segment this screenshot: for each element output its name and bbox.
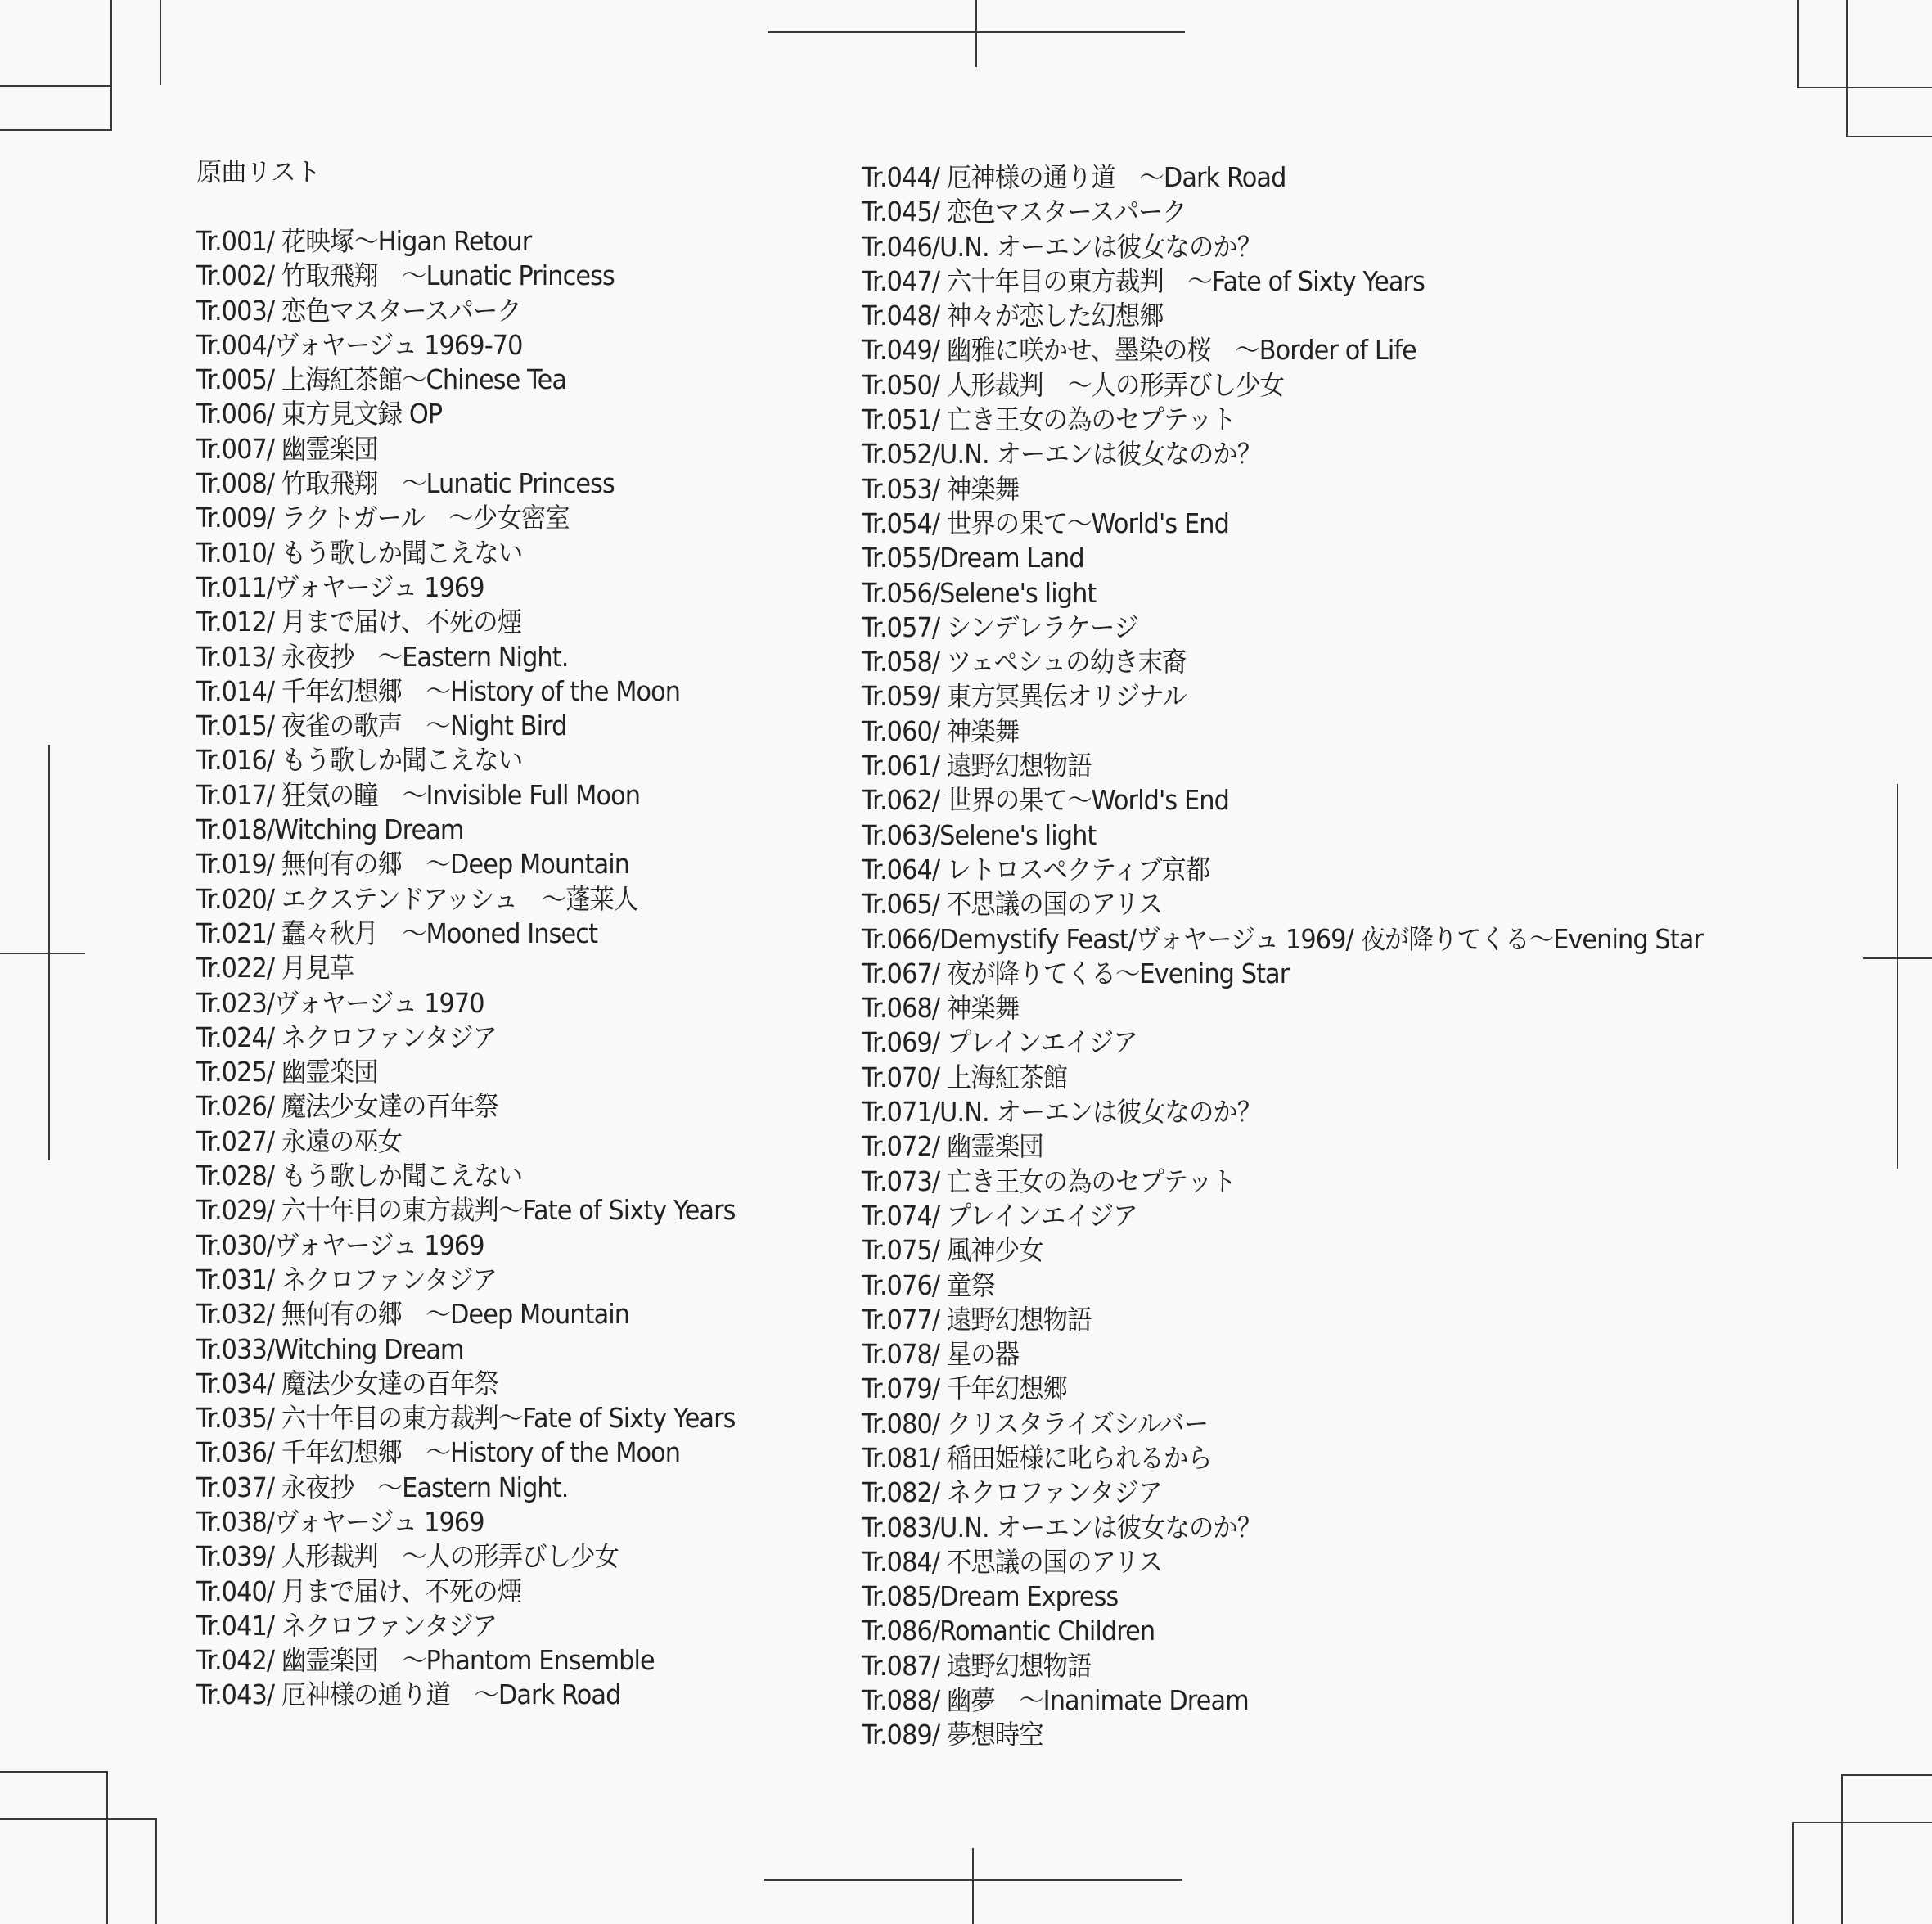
crop-mark-bottom-right-1h <box>1841 1774 1932 1776</box>
track-list-item: Tr.034/ 魔法少女達の百年祭 <box>196 1367 498 1399</box>
track-list-item: Tr.079/ 千年幻想郷 <box>862 1372 1068 1405</box>
track-list-item: Tr.084/ 不思議の国のアリス <box>862 1545 1163 1578</box>
track-list-item: Tr.060/ 神楽舞 <box>862 714 1020 747</box>
crop-mark-top-left-1h <box>0 85 111 87</box>
track-list-item: Tr.082/ ネクロファンタジア <box>862 1476 1163 1509</box>
track-list-item: Tr.002/ 竹取飛翔 ～Lunatic Princess <box>196 259 615 292</box>
track-list-item: Tr.028/ もう歌しか聞こえない <box>196 1160 523 1192</box>
track-list-item: Tr.005/ 上海紅茶館～Chinese Tea <box>196 363 567 396</box>
track-list-item: Tr.032/ 無何有の郷 ～Deep Mountain <box>196 1298 630 1331</box>
track-list-item: Tr.077/ 遠野幻想物語 <box>862 1303 1092 1336</box>
list-heading: 原曲リスト <box>196 158 321 187</box>
track-list-item: Tr.020/ エクステンドアッシュ ～蓬莱人 <box>196 882 638 915</box>
track-list-item: Tr.001/ 花映塚～Higan Retour <box>196 225 532 257</box>
crop-mark-right-middle-v <box>1897 784 1898 1169</box>
crop-mark-top-left-1v <box>110 0 112 131</box>
track-list-item: Tr.056/Selene's light <box>862 576 1097 609</box>
track-list-item: Tr.019/ 無何有の郷 ～Deep Mountain <box>196 848 630 881</box>
track-list-item: Tr.022/ 月見草 <box>196 952 354 985</box>
track-list-item: Tr.088/ 幽夢 ～Inanimate Dream <box>862 1684 1249 1717</box>
track-list-item: Tr.033/Witching Dream <box>196 1332 464 1365</box>
track-list-item: Tr.048/ 神々が恋した幻想郷 <box>862 300 1164 332</box>
track-list-item: Tr.015/ 夜雀の歌声 ～Night Bird <box>196 710 567 742</box>
track-list-item: Tr.027/ 永遠の巫女 <box>196 1124 403 1157</box>
track-list-item: Tr.018/Witching Dream <box>196 813 464 846</box>
crop-mark-bottom-left-1h <box>0 1771 108 1773</box>
track-list-item: Tr.009/ ラクトガール ～少女密室 <box>196 502 570 534</box>
track-list-item: Tr.047/ 六十年目の東方裁判 ～Fate of Sixty Years <box>862 264 1425 297</box>
track-list-item: Tr.014/ 千年幻想郷 ～History of the Moon <box>196 674 681 707</box>
track-list-item: Tr.054/ 世界の果て～World's End <box>862 507 1229 539</box>
track-list-item: Tr.006/ 東方見文録 OP <box>196 398 443 430</box>
crop-mark-bottom-left-2v <box>155 1818 157 1924</box>
track-list-item: Tr.086/Romantic Children <box>862 1615 1155 1647</box>
track-list-item: Tr.030/ヴォヤージュ 1969 <box>196 1228 484 1261</box>
track-list-item: Tr.039/ 人形裁判 ～人の形弄びし少女 <box>196 1540 619 1573</box>
track-list-left <box>196 224 782 1713</box>
track-list-item: Tr.023/ヴォヤージュ 1970 <box>196 986 484 1019</box>
track-list-item: Tr.059/ 東方冥異伝オリジナル <box>862 680 1187 713</box>
track-list-item: Tr.007/ 幽霊楽団 <box>196 432 378 465</box>
crop-mark-left-middle-h <box>0 953 85 954</box>
track-list-item: Tr.042/ 幽霊楽団 ～Phantom Ensemble <box>196 1644 655 1677</box>
track-list-item: Tr.089/ 夢想時空 <box>862 1719 1043 1751</box>
track-list-right <box>862 160 1776 1753</box>
track-list-item: Tr.074/ プレインエイジア <box>862 1199 1137 1232</box>
track-list-item: Tr.073/ 亡き王女の為のセプテット <box>862 1165 1236 1197</box>
track-list-item: Tr.040/ 月まで届け、不死の煙 <box>196 1575 522 1607</box>
track-list-item: Tr.080/ クリスタライズシルバー <box>862 1407 1209 1440</box>
track-list-item: Tr.013/ 永夜抄 ～Eastern Night. <box>196 640 569 673</box>
crop-mark-top-left-2h <box>0 129 112 131</box>
track-list-item: Tr.012/ 月まで届け、不死の煙 <box>196 606 522 638</box>
track-list-item: Tr.067/ 夜が降りてくる～Evening Star <box>862 957 1290 989</box>
track-list-item: Tr.045/ 恋色マスタースパーク <box>862 196 1187 228</box>
track-list-item: Tr.076/ 童祭 <box>862 1268 995 1301</box>
track-list-item: Tr.038/ヴォヤージュ 1969 <box>196 1505 484 1538</box>
track-list-item: Tr.055/Dream Land <box>862 542 1084 574</box>
crop-mark-bottom-right-2v <box>1792 1822 1794 1924</box>
track-list-item: Tr.072/ 幽霊楽団 <box>862 1130 1043 1163</box>
track-list-item: Tr.041/ ネクロファンタジア <box>196 1609 498 1642</box>
track-list-item: Tr.029/ 六十年目の東方裁判～Fate of Sixty Years <box>196 1194 736 1227</box>
track-list-item: Tr.011/ヴォヤージュ 1969 <box>196 570 484 603</box>
crop-mark-bottom-right-2h <box>1792 1822 1932 1823</box>
track-list-item: Tr.078/ 星の器 <box>862 1338 1020 1371</box>
track-list-item: Tr.021/ 蠢々秋月 ～Mooned Insect <box>196 917 598 949</box>
crop-mark-top-left-2v <box>160 0 161 85</box>
track-list-item: Tr.062/ 世界の果て～World's End <box>862 784 1229 817</box>
crop-mark-top-center-v <box>975 0 977 67</box>
crop-mark-bottom-left-1v <box>106 1771 108 1924</box>
crop-mark-bottom-right-1v <box>1841 1774 1843 1924</box>
track-list-item: Tr.049/ 幽雅に咲かせ、墨染の桜 ～Border of Life <box>862 334 1416 367</box>
track-list-item: Tr.057/ シンデレラケージ <box>862 611 1138 643</box>
track-list-item: Tr.017/ 狂気の瞳 ～Invisible Full Moon <box>196 778 641 811</box>
track-list-item: Tr.026/ 魔法少女達の百年祭 <box>196 1090 498 1123</box>
track-list-item: Tr.087/ 遠野幻想物語 <box>862 1649 1092 1682</box>
track-list-item: Tr.050/ 人形裁判 ～人の形弄びし少女 <box>862 368 1285 401</box>
track-list-item: Tr.083/U.N. オーエンは彼女なのか？ <box>862 1511 1262 1543</box>
track-list-item: Tr.025/ 幽霊楽団 <box>196 1056 378 1088</box>
track-list-item: Tr.053/ 神楽舞 <box>862 472 1020 505</box>
track-list-item: Tr.046/U.N. オーエンは彼女なのか？ <box>862 230 1262 263</box>
track-list-item: Tr.061/ 遠野幻想物語 <box>862 750 1092 782</box>
track-list-item: Tr.016/ もう歌しか聞こえない <box>196 744 523 777</box>
crop-mark-bottom-center-v <box>972 1848 974 1924</box>
crop-mark-left-middle-v <box>48 745 50 1160</box>
crop-mark-top-right-1h <box>1797 87 1932 88</box>
track-list-item: Tr.008/ 竹取飛翔 ～Lunatic Princess <box>196 467 615 500</box>
track-list-item: Tr.004/ヴォヤージュ 1969-70 <box>196 328 523 361</box>
crop-mark-top-right-1v <box>1797 0 1799 88</box>
track-list-item: Tr.044/ 厄神様の通り道 ～Dark Road <box>862 161 1286 193</box>
track-list-item: Tr.003/ 恋色マスタースパーク <box>196 294 521 327</box>
track-list-item: Tr.066/Demystify Feast/ヴォヤージュ 1969/ 夜が降りてくる～Evening Star <box>862 922 1703 955</box>
track-list-item: Tr.036/ 千年幻想郷 ～History of the Moon <box>196 1436 681 1469</box>
track-list-item: Tr.065/ 不思議の国のアリス <box>862 888 1163 921</box>
track-list-item: Tr.070/ 上海紅茶館 <box>862 1061 1068 1093</box>
track-list-item: Tr.035/ 六十年目の東方裁判～Fate of Sixty Years <box>196 1402 736 1435</box>
track-list-item: Tr.051/ 亡き王女の為のセプテット <box>862 403 1236 436</box>
track-list-item: Tr.052/U.N. オーエンは彼女なのか？ <box>862 438 1262 471</box>
track-list-item: Tr.010/ もう歌しか聞こえない <box>196 536 523 569</box>
track-list-item: Tr.037/ 永夜抄 ～Eastern Night. <box>196 1471 569 1503</box>
track-list-item: Tr.031/ ネクロファンタジア <box>196 1263 498 1295</box>
track-list-item: Tr.043/ 厄神様の通り道 ～Dark Road <box>196 1678 621 1711</box>
crop-mark-top-right-2v <box>1846 0 1848 137</box>
track-list-item: Tr.085/Dream Express <box>862 1580 1119 1613</box>
track-list-item: Tr.081/ 稲田姫様に叱られるから <box>862 1441 1212 1474</box>
track-list-item: Tr.075/ 風神少女 <box>862 1234 1043 1267</box>
track-list-item: Tr.063/Selene's light <box>862 818 1097 851</box>
crop-mark-top-right-2h <box>1846 136 1932 137</box>
track-list-item: Tr.058/ ツェペシュの幼き末裔 <box>862 646 1187 678</box>
crop-mark-bottom-left-2h <box>0 1818 155 1820</box>
track-list-item: Tr.024/ ネクロファンタジア <box>196 1021 498 1053</box>
track-list-item: Tr.071/U.N. オーエンは彼女なのか？ <box>862 1096 1262 1129</box>
track-list-item: Tr.064/ レトロスペクティブ京都 <box>862 853 1210 885</box>
track-list-item: Tr.068/ 神楽舞 <box>862 992 1020 1025</box>
track-list-item: Tr.069/ プレインエイジア <box>862 1026 1137 1059</box>
